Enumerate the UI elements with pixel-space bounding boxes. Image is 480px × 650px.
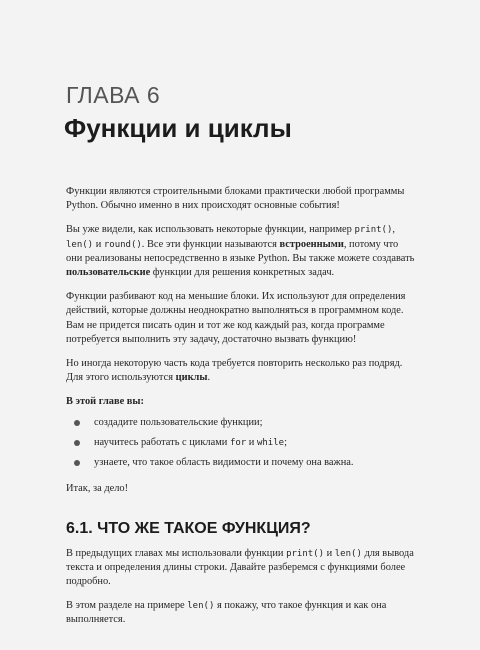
paragraph-loops <box>66 357 416 385</box>
code-print: print() <box>286 548 324 559</box>
paragraph-lets-go: Итак, за дело! <box>66 483 129 495</box>
paragraph-builtin-functions <box>66 223 416 280</box>
list-item-text: создадите пользовательские функции; <box>94 416 263 428</box>
code-round: round() <box>103 239 142 250</box>
text-span: Вы уже видели, как использовать некоторые функции, например <box>66 224 355 236</box>
text-span: я покажу, что такое функция и как она выполняется. <box>66 600 387 626</box>
bold-term-user: пользовательские <box>66 267 151 279</box>
chapter-title: Функции и циклы <box>64 113 292 143</box>
text-span: В этом разделе на примере <box>66 600 188 612</box>
bullet-icon <box>74 460 80 466</box>
code-while: while <box>256 437 285 448</box>
list-item-text: узнаете, что такое область видимости и почему она важна. <box>94 457 354 469</box>
section-heading: 6.1. ЧТО ЖЕ ТАКОЕ ФУНКЦИЯ? <box>66 520 311 538</box>
bullet-icon <box>74 420 80 426</box>
bold-term-builtin: встроенными <box>279 238 344 250</box>
text-span: В предыдущих главах мы использовали функции <box>66 547 287 559</box>
text-span: функции для решения конкретных задач. <box>150 267 335 279</box>
text-span: научитесь работать с циклами <box>94 436 230 448</box>
text-span: , потому что они реализованы непосредственно в языке Python. Вы также можете создавать <box>66 238 415 264</box>
text-span: , <box>392 224 395 236</box>
text-span: ; <box>284 436 287 448</box>
text-span: . <box>207 372 211 384</box>
chapter-label: ГЛАВА 6 <box>66 82 161 108</box>
list-item <box>66 456 416 470</box>
text-span: и <box>324 547 335 559</box>
bullet-icon <box>74 440 80 446</box>
page-body <box>66 185 416 638</box>
bold-term-loops: циклы <box>175 372 208 384</box>
section-paragraph-len-example <box>66 599 416 627</box>
text-span: и <box>93 238 104 250</box>
code-print: print() <box>354 225 393 236</box>
code-len: len() <box>187 601 215 612</box>
code-len: len() <box>66 239 94 250</box>
code-for: for <box>229 437 247 448</box>
text-span: для вывода текста и определения длины строки. Давайте разберемся с функциями более подробно. <box>66 547 414 588</box>
code-len: len() <box>334 548 362 559</box>
text-span: Но иногда некоторую часть кода требуется повторить несколько раз подряд. Для этого используются <box>66 358 403 384</box>
paragraph-code-blocks: Функции разбивают код на меньшие блоки. Их используют для определения действий, которые должны неоднократно выполняться в программном коде. Вам не придется писать один и тот же код каждый раз, когда программе потребуется выполнить эту задачу, достаточно вызвать функцию! <box>66 291 406 345</box>
section-paragraph-previous-chapters <box>66 547 416 590</box>
chapter-goals-list <box>66 416 416 471</box>
list-item <box>66 416 416 430</box>
paragraph-intro: Функции являются строительными блоками практически любой программы Python. Обычно именно в них происходят основные события! <box>66 186 405 212</box>
chapter-goals-lead: В этой главе вы: <box>66 396 144 408</box>
list-item <box>66 436 416 450</box>
text-span: . Все эти функции называются <box>141 238 280 250</box>
text-span: и <box>246 436 257 448</box>
